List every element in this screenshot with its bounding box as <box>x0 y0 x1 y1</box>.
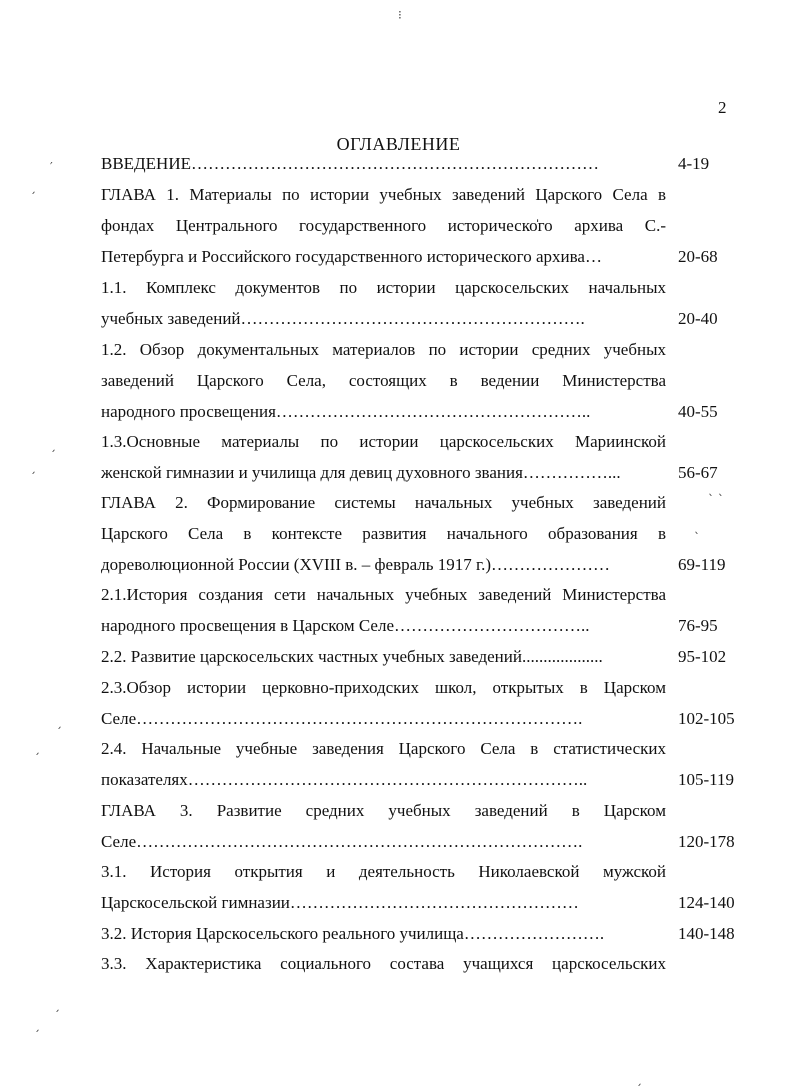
toc-entry-chapter-3 <box>101 795 666 857</box>
scan-speck: ⁝ <box>398 8 402 22</box>
toc-line: 3.2. История Царскосельского реального училища……………………. <box>101 924 605 943</box>
toc-entry-chapter-2 <box>101 487 666 580</box>
scan-speck: ˏ <box>50 438 56 452</box>
toc-pages: 124-140 <box>678 893 735 912</box>
scan-speck: ˏ <box>30 180 36 194</box>
toc-pages: 20-68 <box>678 247 718 266</box>
toc-line: 3.3. Характеристика социального состава учащихся царскосельских <box>101 954 666 973</box>
toc-line: дореволюционной России (XVIII в. – февраль 1917 г.)………………… <box>101 555 611 574</box>
toc-pages: 69-119 <box>678 555 726 574</box>
toc-line: 1.1. Комплекс документов по истории царскосельских начальных <box>101 278 666 297</box>
toc-line: ГЛАВА 1. Материалы по истории учебных заведений Царского Села в <box>101 185 666 204</box>
toc-line: 2.4. Начальные учебные заведения Царского Села в статистических <box>101 739 666 758</box>
toc-entry-section-1-2 <box>101 334 666 427</box>
toc-line: Царскосельской гимназии…………………………………………… <box>101 893 579 912</box>
toc-line: народного просвещения в Царском Селе…………………………….. <box>101 616 590 635</box>
toc-entry-section-2-2 <box>101 641 666 672</box>
toc-line: 1.2. Обзор документальных материалов по истории средних учебных <box>101 340 666 359</box>
toc-entry-section-3-1 <box>101 856 666 918</box>
toc-line: женской гимназии и училища для девиц духовного звания……………... <box>101 463 621 482</box>
toc-pages: 40-55 <box>678 402 718 421</box>
toc-line: Царского Села в контексте развития начального образования в <box>101 524 666 543</box>
toc-pages: 4-19 <box>678 154 710 173</box>
toc-line: 3.1. История открытия и деятельность Николаевской мужской <box>101 862 666 881</box>
scan-speck: ˏ <box>34 1018 40 1032</box>
toc-entry-section-1-3 <box>101 426 666 488</box>
toc-pages: 140-148 <box>678 924 735 943</box>
scan-speck: ˏ <box>54 998 60 1012</box>
toc-entry-section-3-2 <box>101 918 666 949</box>
toc-line: Селе……………………………………………………………………. <box>101 832 583 851</box>
toc-line: показателях…………………………………………………………….. <box>101 770 588 789</box>
toc-line: ГЛАВА 3. Развитие средних учебных заведений в Царском <box>101 801 666 820</box>
scan-speck: ˎ ˎ <box>708 482 724 496</box>
scan-speck: ˏ <box>30 460 36 474</box>
toc-line: 1.3.Основные материалы по истории царскосельских Мариинской <box>101 432 666 451</box>
scan-speck: ˏ <box>636 1072 642 1086</box>
page-number: 2 <box>718 98 727 117</box>
toc-pages: 120-178 <box>678 832 735 851</box>
toc-entry-section-1-1 <box>101 272 666 334</box>
toc-pages: 56-67 <box>678 463 718 482</box>
toc-line: 2.2. Развитие царскосельских частных учебных заведений................... <box>101 647 603 666</box>
toc-pages: 76-95 <box>678 616 718 635</box>
toc-line: ВВЕДЕНИЕ……………………………………………………………… <box>101 154 599 173</box>
toc-line: 2.3.Обзор истории церковно-приходских школ, открытых в Царском <box>101 678 666 697</box>
toc-entry-section-3-3 <box>101 948 666 979</box>
page-title: ОГЛАВЛЕНИЕ <box>336 134 461 154</box>
scan-speck: ˏ <box>56 715 62 729</box>
toc-entry-chapter-1 <box>101 179 666 272</box>
scan-speck: ′ <box>50 160 53 174</box>
toc-line: ГЛАВА 2. Формирование системы начальных учебных заведений <box>101 493 666 512</box>
scan-speck: ˎ <box>694 520 700 534</box>
toc-line: заведений Царского Села, состоящих в ведении Министерства <box>101 371 666 390</box>
toc-line: фондах Центрального государственного историческо̍го архива С.- <box>101 216 666 235</box>
toc-pages: 95-102 <box>678 647 727 666</box>
scan-speck: ˏ <box>34 741 40 755</box>
toc-pages: 20-40 <box>678 309 718 328</box>
toc-entry-introduction <box>101 148 666 179</box>
toc-line: Петербурга и Российского государственного исторического архива… <box>101 247 602 266</box>
toc-entry-section-2-4 <box>101 733 666 795</box>
toc-entry-section-2-3 <box>101 672 666 734</box>
toc-line: народного просвещения……………………………………………….. <box>101 402 591 421</box>
toc-pages: 105-119 <box>678 770 735 789</box>
toc-line: 2.1.История создания сети начальных учебных заведений Министерства <box>101 585 666 604</box>
toc-line: учебных заведений……………………………………………………. <box>101 309 585 328</box>
toc-pages: 102-105 <box>678 709 735 728</box>
toc-line: Селе……………………………………………………………………. <box>101 709 583 728</box>
toc-entry-section-2-1 <box>101 579 666 641</box>
